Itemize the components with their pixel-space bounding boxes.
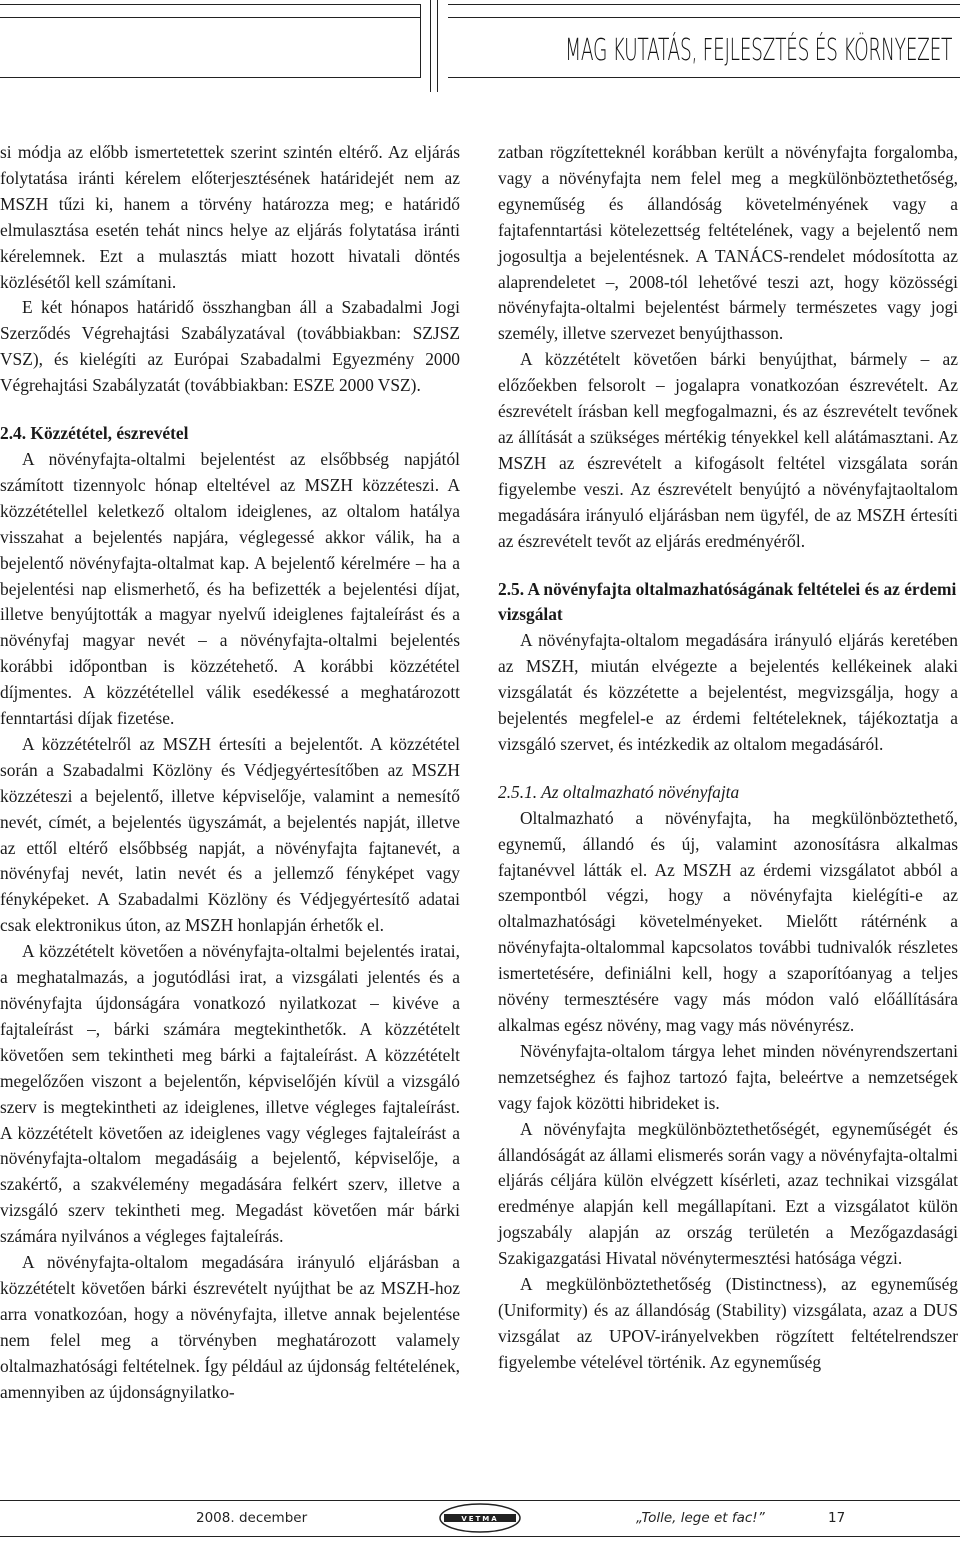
journal-title: MAG KUTATÁS, FEJLESZTÉS ÉS KÖRNYEZET: [565, 33, 952, 68]
vetma-logo: [438, 1502, 522, 1534]
page-footer: [0, 1496, 960, 1543]
header-divider-2: [437, 0, 438, 92]
body-paragraph: A növényfajta megkülönböztethetőségét, egyneműségét és állandóságát az állami elismerés során vagy a növényfajta-oltalmi eljárás céljára külön elvégzett kísérleti, azaz technikai vizsgálat eredménye alapján kell megállapítani. Ezt a vizsgálatot külön jogszabály alapján az ország területén a Mezőgazdasági Szakigazgatási Hivatal növénytermesztési hatósága végzi.: [498, 1118, 958, 1269]
section-heading: 2.4. Közzététel, észrevétel: [0, 423, 189, 444]
body-paragraph: A közzétételről az MSZH értesíti a bejelentőt. A közzététel során a Szabadalmi Közlöny és Védjegyértesítőben az MSZH közzéteszi a bejelentő, illetve képviselője, valamint a nemesítő nevét, címét, a bejelentés ügyszámát, a bejelentés napját, illetve az ettől eltérő elsőbbség napját, a növényfajta fajtanevét, a növényfaj nevét, latin nevét és a jellemző fényképet vagy fényképeket. A Szabadalmi Közlöny és Védjegyértesítő adatai csak elektronikus úton, az MSZH honlapján érhetők el.: [0, 733, 460, 936]
body-paragraph: A közzétételt követően a növényfajta-oltalmi bejelentés iratai, a meghatalmazás, a jogutódlási irat, a vizsgálati jelentés és a növényfajta újdonságára vonatkozó nyilatkozat – kivéve a fajtaleírást –, bárki számára megtekinthetők. A közzétételt követően sem tekintheti meg bárki a fajtaleírást. A közzétételt megelőzően viszont a bejelentőn, képviselőjén kívül a vizsgáló szerv is megtekintheti az ideiglenes, illetve végleges fajtaleírást. A közzétételt követően az ideiglenes vagy végleges fajtaleírást a növényfajta-oltalom megadásáig a bejelentő, képviselője, a szakértő, a szakvélemény megadására felkért szerv, illetve a vizsgáló szerv tekintheti meg. Megadást követően már bárki számára nyilvános a végleges fajtaleírás.: [0, 941, 460, 1247]
body-paragraph: A növényfajta-oltalom megadására irányuló eljárásban a közzétételt követően bárki észrevételt nyújthat be az MSZH-hoz arra vonatkozóan, hogy a növényfajta, illetve annak bejelentése nem felel meg a törvényben meghatározott valamely oltalmazhatósági feltételnek. Így például az újdonság feltételének, amennyiben az újdonságnyilatko-: [0, 1252, 460, 1402]
footer-motto: „Tolle, lege et fac!”: [636, 1510, 765, 1526]
body-paragraph: zatban rögzítetteknél korábban került a növényfajta forgalomba, vagy a növényfajta nem felel meg a megkülönböztethetőség, egyneműség és állandóság követelményének vagy a fajtafenntartási kötelezettség feltételének, vagy a bejelentő nem jogosultja a bejelentésnek. A TANÁCS-rendelet módosította az alaprendeletet –, 2008-tól lehetővé teszi azt, hogy közösségi növényfajta-oltalmi bejelentést bármely természetes vagy jogi személy, illetve szervezet benyújthasson.: [498, 142, 958, 344]
paragraph-gap: [498, 758, 958, 780]
vetma-logo-text: VETMA: [461, 1515, 499, 1523]
body-paragraph: Növényfajta-oltalom tárgya lehet minden növényrendszertani nemzetséghez és fajhoz tartozó fajta, beleértve a nemzetségek vagy fajok közötti hibrideket is.: [498, 1040, 958, 1113]
section-heading: 2.5. A növényfajta oltalmazhatóságának feltételei és az érdemi vizsgálat: [498, 578, 957, 625]
body-paragraph: A növényfajta-oltalmi bejelentést az elsőbbség napjától számított tizennyolc hónap elteltével az MSZH közzéteszi. A közzététellel keletkező oltalom ideiglenes, az oltalom hatálya visszahat a bejelentés napjára, véglegessé akkor válik, ha a bejelentő növényfajta-oltalmat kap. A bejelentő kérelmére – ha a bejelentési nap elismerhető, és ha befizették a bejelentési díjat, illetve benyújtották a magyar nyelvű ideiglenes fajtaleírást és a növényfaj magyar nevét – a növényfajta-oltalmi bejelentés korábbi időpontban is közzétehető. A korábbi közzététel díjmentes. A közzététellel válik esedékessé a meghatározott fenntartási díjak fizetése.: [0, 448, 460, 729]
left-column: [0, 140, 460, 1406]
page-header: [0, 0, 960, 98]
body-paragraph: A közzétételt követően bárki benyújthat, bármely – az előzőekben felsorolt – jogalapra vonatkozóan észrevételt. Az észrevételt írásban kell megfogalmazni, és az észrevételt tevőnek az állítását a szükséges mértékig tényekkel kell alátámasztani. Az MSZH az észrevételt a kifogásolt feltétel vizsgálata során figyelembe veszi. Az észrevételt benyújtó a növényfajtaoltalom megadására irányuló eljárásban nem ügyfél, de az MSZH értesíti az észrevételt tevőt az eljárás eredményéről.: [498, 349, 958, 551]
footer-date: 2008. december: [196, 1510, 308, 1526]
header-left-frame: [0, 4, 421, 78]
page-number: 17: [828, 1510, 846, 1526]
footer-rule-bottom: [0, 1536, 960, 1537]
paragraph-gap: [498, 555, 958, 577]
right-column: [498, 140, 958, 1376]
body-paragraph: A megkülönböztethetőség (Distinctness), az egyneműség (Uniformity) és az állandóság (Stability) vizsgálata, azaz a DUS vizsgálat az UPOV-irányelvekben rögzített feltételrendszer figyelembe vételével történik. Az egyneműség: [498, 1274, 958, 1372]
header-right-frame: [448, 4, 960, 78]
paragraph-gap: [0, 399, 460, 421]
body-paragraph: Oltalmazható a növényfajta, ha megkülönböztethető, egynemű, állandó és új, valamint azonosításra alkalmas fajtanévvel látták el. Az MSZH az érdemi vizsgálatot abból a szempontból végzi, hogy a növényfajta kielégíti-e az oltalmazhatósági követelményeket. Mielőtt rátérnénk a növényfajta-oltalommal kapcsolatos további tudnivalók részletes ismertetésére, definiálni kell, hogy a szaporítóanyag a teljes növény termesztésére vagy más módon való előállítására alkalmas egész növény, mag vagy más növényrész.: [498, 807, 958, 1035]
header-divider: [430, 0, 431, 92]
body-paragraph: E két hónapos határidő összhangban áll a Szabadalmi Jogi Szerződés Végrehajtási Szabályzatával (továbbiakban: SZJSZ VSZ), és kielégíti az Európai Szabadalmi Egyezmény 2000 Végrehajtási Szabályzatát (továbbiakban: ESZE 2000 VSZ).: [0, 297, 460, 396]
body-paragraph: A növényfajta-oltalom megadására irányuló eljárás keretében az MSZH, miután elvégezte a bejelentés kellékeinek alaki vizsgálatát és közzétette a bejelentést, megvizsgálja, hogy a bejelentés megfelel-e az érdemi feltételeknek, tájékoztatja a vizsgáló szervet, és intézkedik az oltalom megadásáról.: [498, 630, 958, 754]
footer-rule-top: [0, 1500, 960, 1501]
body-paragraph: si módja az előbb ismertetettek szerint szintén eltérő. Az eljárás folytatása iránti kérelem előterjesztésének határidejét nem az MSZH tűzi ki, hanem a törvény határozza meg; e határidő elmulasztása esetén tehát nincs helye az eljárás folytatása iránti kérelemnek. Ezt a mulasztás miatt hozott hivatali döntés közlésétől kell számítani.: [0, 142, 460, 292]
subsection-heading: 2.5.1. Az oltalmazható növényfajta: [498, 781, 740, 802]
